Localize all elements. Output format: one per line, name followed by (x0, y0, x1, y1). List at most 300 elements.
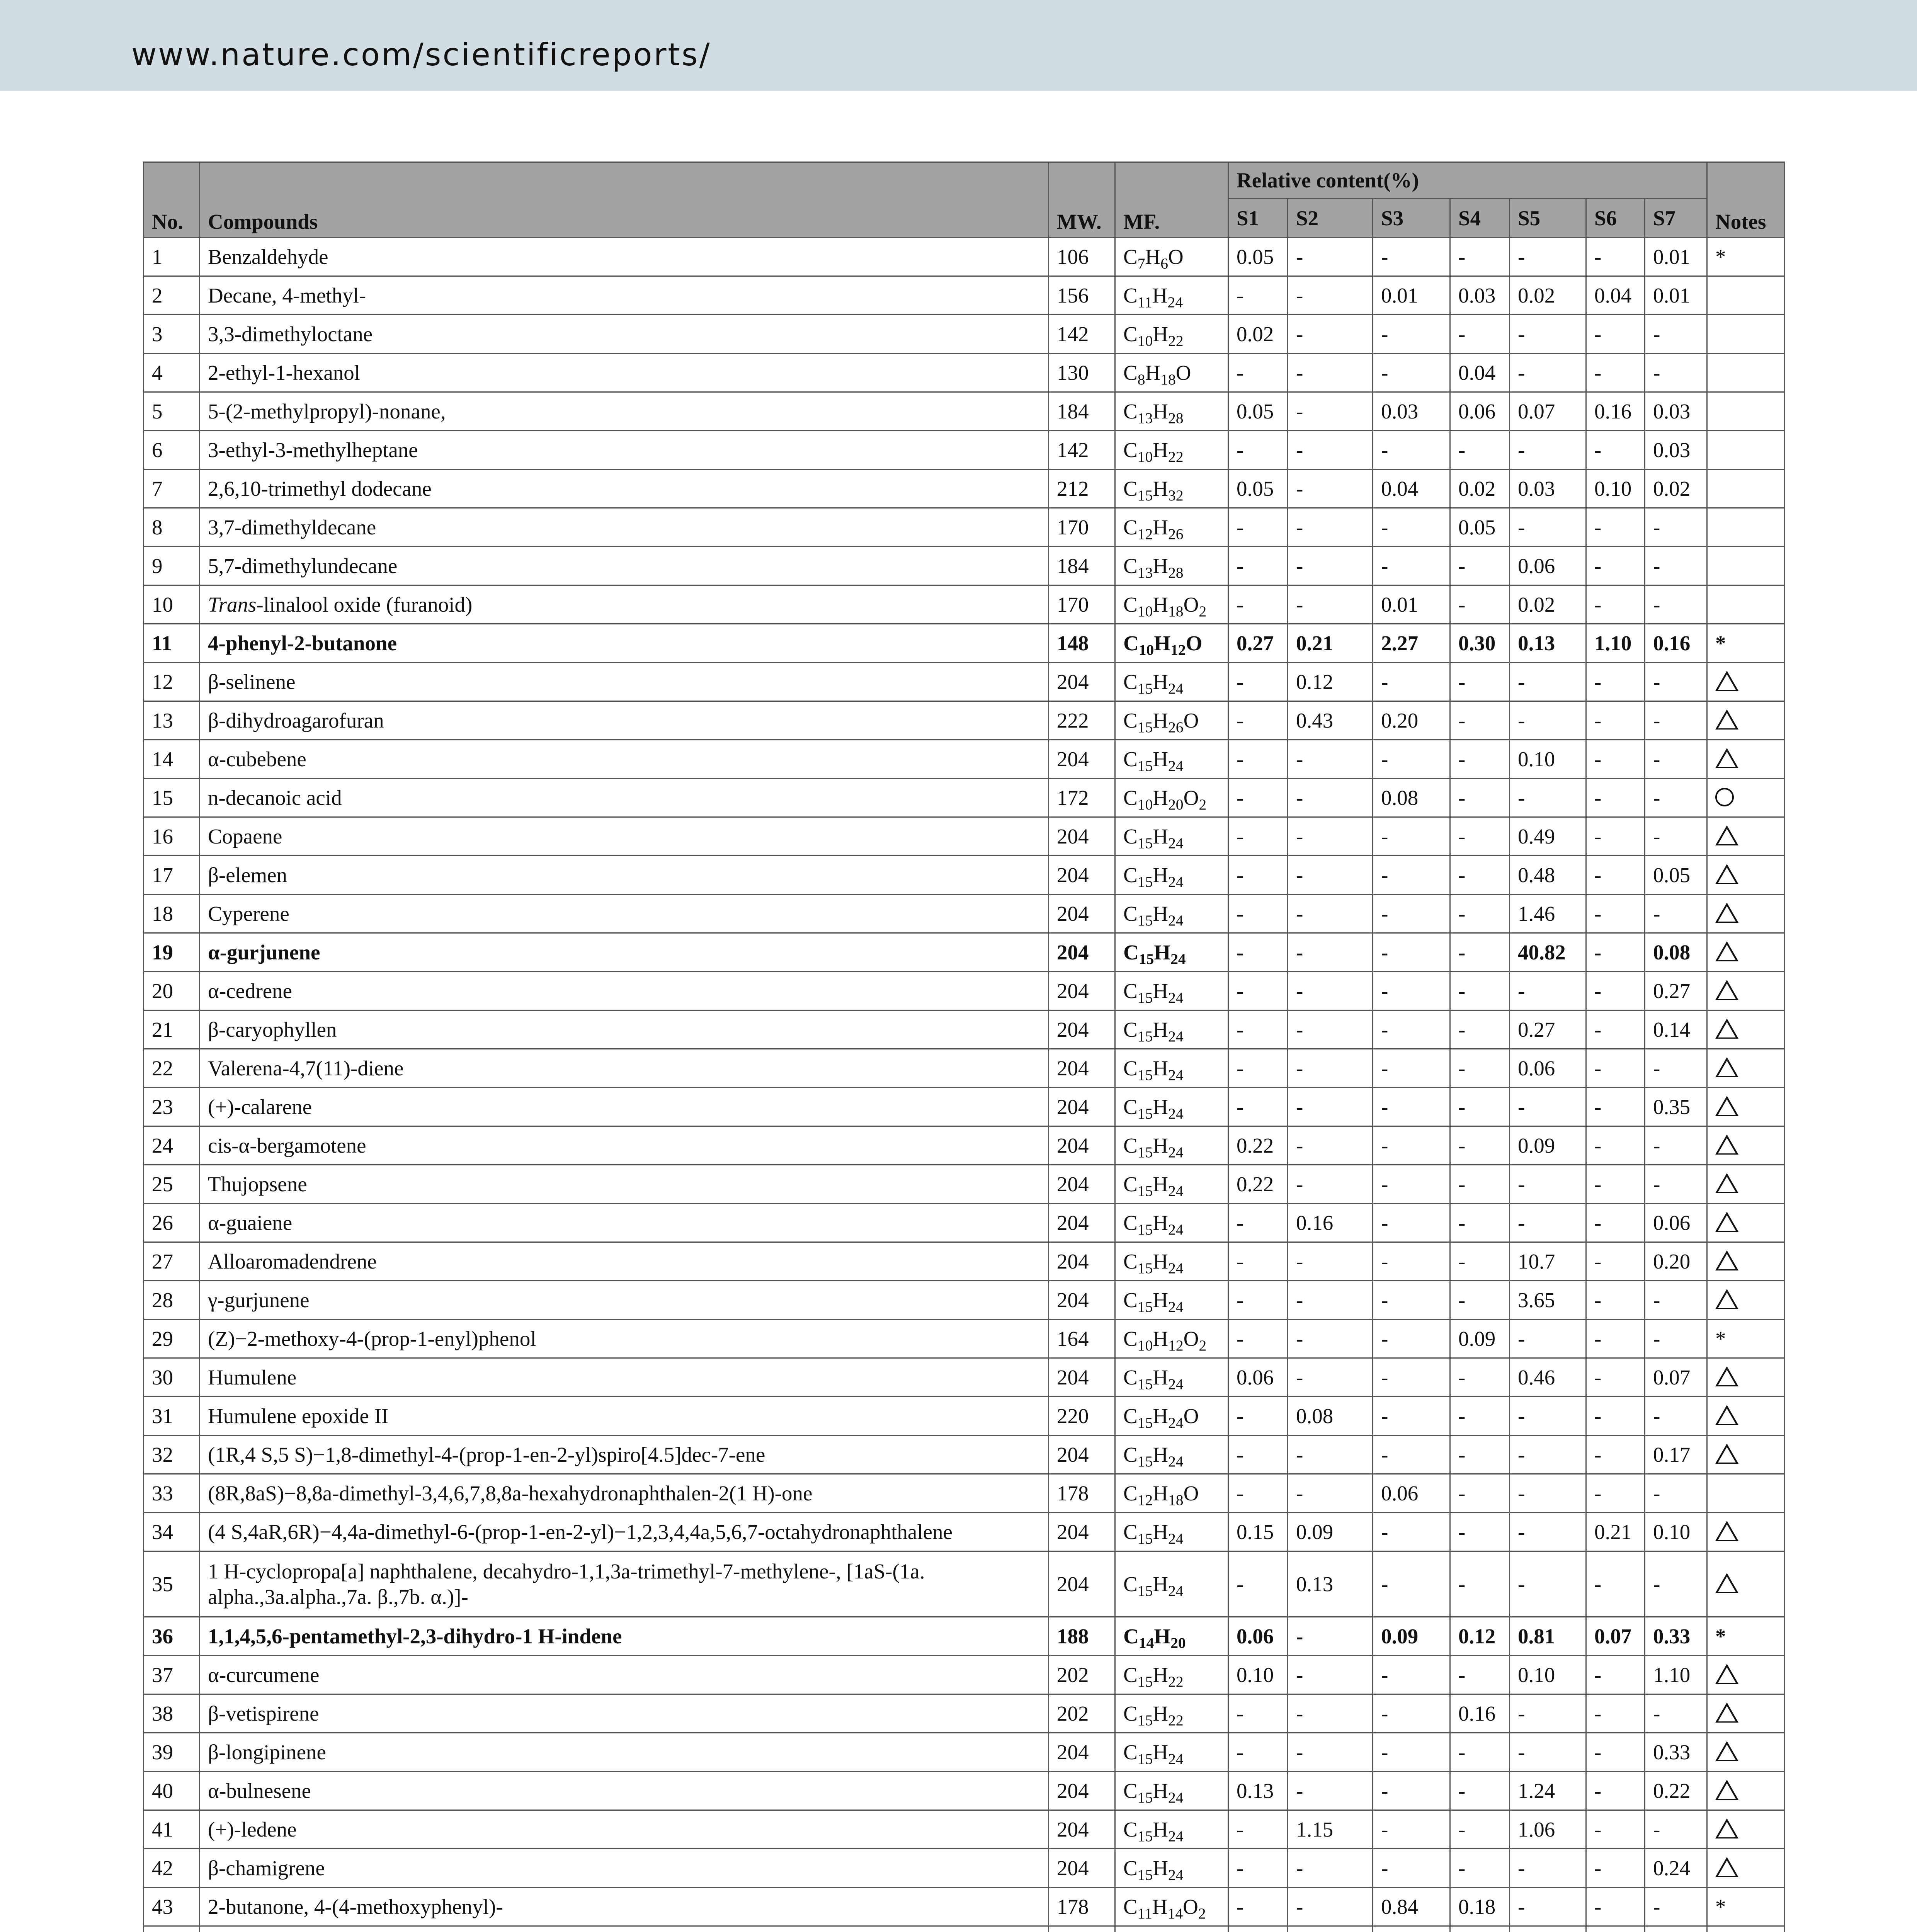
cell-no: 6 (144, 431, 200, 469)
cell-s3: 0.20 (1373, 701, 1450, 740)
cell-s1: 0.22 (1228, 1165, 1288, 1204)
triangle-icon (1715, 1664, 1738, 1684)
cell-s1: - (1228, 431, 1288, 469)
cell-s3: 0.04 (1373, 469, 1450, 508)
cell-compound: α-curcumene (200, 1656, 1049, 1694)
cell-mw: 184 (1049, 392, 1115, 431)
cell-s7: 0.08 (1645, 933, 1707, 972)
cell-compound: (+)-calarene (200, 1088, 1049, 1126)
cell-no: 30 (144, 1358, 200, 1397)
triangle-icon (1715, 941, 1738, 961)
cell-s2 (1288, 1926, 1373, 1932)
cell-mf: $C_{11}H_{24}$ (1115, 276, 1228, 315)
triangle-icon (1715, 671, 1738, 691)
cell-s1: - (1228, 1733, 1288, 1772)
cell-mw: 204 (1049, 1849, 1115, 1888)
cell-s3: - (1373, 1810, 1450, 1849)
cell-s4: - (1450, 1049, 1510, 1088)
cell-s2: - (1288, 1010, 1373, 1049)
cell-mf (1115, 1926, 1228, 1932)
cell-compound: β-caryophyllen (200, 1010, 1049, 1049)
cell-s2: - (1288, 1656, 1373, 1694)
cell-s1: 0.10 (1228, 1656, 1288, 1694)
cell-s5: - (1510, 1204, 1586, 1242)
cell-s6: - (1586, 663, 1645, 701)
cell-s3: - (1373, 1772, 1450, 1810)
cell-compound: 5-(2-methylpropyl)-nonane, (200, 392, 1049, 431)
cell-s4: - (1450, 1165, 1510, 1204)
cell-s2: - (1288, 1049, 1373, 1088)
triangle-icon (1715, 1444, 1738, 1464)
cell-s3: - (1373, 354, 1450, 392)
cell-mw: 204 (1049, 972, 1115, 1010)
cell-s6: - (1586, 508, 1645, 547)
cell-mf: $C_{13}H_{28}$ (1115, 392, 1228, 431)
cell-s4: - (1450, 1358, 1510, 1397)
cell-mw: 212 (1049, 469, 1115, 508)
table-row (144, 431, 1784, 469)
cell-mf: $C_{15}H_{24}$ (1115, 1849, 1228, 1888)
table-row (144, 354, 1784, 392)
cell-s1: 0.05 (1228, 469, 1288, 508)
cell-s5: 0.06 (1510, 547, 1586, 585)
cell-s5: 10.7 (1510, 1242, 1586, 1281)
cell-compound: γ-gurjunene (200, 1281, 1049, 1320)
cell-s3: - (1373, 933, 1450, 972)
header-s6: S6 (1586, 199, 1645, 238)
cell-s2: - (1288, 431, 1373, 469)
cell-no: 17 (144, 856, 200, 895)
cell-note (1707, 1656, 1784, 1694)
header-notes: Notes (1707, 162, 1784, 238)
cell-s3: 0.08 (1373, 779, 1450, 817)
cell-s3: - (1373, 1656, 1450, 1694)
cell-no: 10 (144, 585, 200, 624)
table-row (144, 392, 1784, 431)
cell-s3 (1373, 1926, 1450, 1932)
cell-mw: 204 (1049, 1165, 1115, 1204)
cell-s6: - (1586, 895, 1645, 933)
cell-mf: $C_{10}H_{18}O_2$ (1115, 585, 1228, 624)
cell-note (1707, 469, 1784, 508)
cell-no: 22 (144, 1049, 200, 1088)
cell-s6: - (1586, 1888, 1645, 1926)
cell-s4: 0.18 (1450, 1888, 1510, 1926)
cell-s5 (1510, 1926, 1586, 1932)
cell-s3: - (1373, 1551, 1450, 1617)
table-body (144, 238, 1784, 1932)
cell-s1: - (1228, 856, 1288, 895)
cell-s7: 0.05 (1645, 856, 1707, 895)
cell-s6: - (1586, 1733, 1645, 1772)
header-s7: S7 (1645, 199, 1707, 238)
cell-s6: - (1586, 354, 1645, 392)
cell-s1: 0.06 (1228, 1617, 1288, 1656)
table-row (144, 1888, 1784, 1926)
table-row (144, 1551, 1784, 1617)
cell-s3: - (1373, 1126, 1450, 1165)
cell-mw: 222 (1049, 701, 1115, 740)
cell-s3: - (1373, 1435, 1450, 1474)
cell-s7: 0.10 (1645, 1513, 1707, 1551)
cell-note (1707, 392, 1784, 431)
triangle-icon (1715, 1818, 1738, 1838)
cell-s2: - (1288, 1320, 1373, 1358)
table-row (144, 701, 1784, 740)
cell-s7: - (1645, 663, 1707, 701)
cell-s1: - (1228, 1551, 1288, 1617)
cell-s3: 0.01 (1373, 276, 1450, 315)
cell-s6: - (1586, 1204, 1645, 1242)
compounds-table (143, 162, 1785, 1932)
cell-mf: $C_{10}H_{22}$ (1115, 315, 1228, 354)
cell-no: 36 (144, 1617, 200, 1656)
cell-s4: - (1450, 740, 1510, 779)
cell-s4: - (1450, 701, 1510, 740)
table-row (144, 1358, 1784, 1397)
cell-s7: 0.33 (1645, 1733, 1707, 1772)
cell-s3: 0.84 (1373, 1888, 1450, 1926)
cell-s6: - (1586, 1772, 1645, 1810)
cell-note (1707, 1242, 1784, 1281)
cell-note (1707, 1204, 1784, 1242)
cell-mf: $C_{15}H_{24}$ (1115, 1281, 1228, 1320)
table-row (144, 933, 1784, 972)
cell-s2: - (1288, 547, 1373, 585)
cell-s5: 40.82 (1510, 933, 1586, 972)
cell-s7: - (1645, 701, 1707, 740)
cell-mw: 204 (1049, 740, 1115, 779)
cell-s1: - (1228, 972, 1288, 1010)
cell-s6: - (1586, 238, 1645, 276)
cell-s1: - (1228, 1281, 1288, 1320)
cell-s2: - (1288, 469, 1373, 508)
cell-s7: 0.17 (1645, 1435, 1707, 1474)
table-row (144, 1165, 1784, 1204)
cell-s2: - (1288, 972, 1373, 1010)
cell-mw: 204 (1049, 1049, 1115, 1088)
cell-mf: $C_{10}H_{20}O_2$ (1115, 779, 1228, 817)
table-row (144, 972, 1784, 1010)
cell-no: 42 (144, 1849, 200, 1888)
cell-s3: - (1373, 1010, 1450, 1049)
cell-note (1707, 1397, 1784, 1435)
table-row (144, 1617, 1784, 1656)
cell-no: 32 (144, 1435, 200, 1474)
cell-s2: - (1288, 1474, 1373, 1513)
cell-note (1707, 1513, 1784, 1551)
cell-compound: 1,1,4,5,6-pentamethyl-2,3-dihydro-1 H-indene (200, 1617, 1049, 1656)
cell-s5: 0.48 (1510, 856, 1586, 895)
table-row (144, 469, 1784, 508)
cell-s6: - (1586, 1010, 1645, 1049)
cell-s2: - (1288, 1694, 1373, 1733)
triangle-icon (1715, 1057, 1738, 1077)
cell-s6: - (1586, 431, 1645, 469)
cell-s2: - (1288, 354, 1373, 392)
cell-note (1707, 856, 1784, 895)
cell-s3: - (1373, 431, 1450, 469)
cell-mw: 204 (1049, 1772, 1115, 1810)
cell-s1: - (1228, 585, 1288, 624)
cell-s2: - (1288, 933, 1373, 972)
cell-no: 8 (144, 508, 200, 547)
journal-url[interactable]: www.nature.com/scientificreports/ (131, 37, 711, 73)
triangle-icon (1715, 903, 1738, 923)
cell-s5: - (1510, 1435, 1586, 1474)
cell-s5: - (1510, 1513, 1586, 1551)
cell-s7: - (1645, 895, 1707, 933)
cell-s3: - (1373, 508, 1450, 547)
cell-s4 (1450, 1926, 1510, 1932)
cell-no: 24 (144, 1126, 200, 1165)
cell-s1: 0.27 (1228, 624, 1288, 663)
cell-compound: 2-ethyl-1-hexanol (200, 354, 1049, 392)
cell-s7: - (1645, 740, 1707, 779)
table-row (144, 1849, 1784, 1888)
cell-s6: - (1586, 856, 1645, 895)
cell-no: 19 (144, 933, 200, 972)
cell-compound: β-chamigrene (200, 1849, 1049, 1888)
cell-mw: 188 (1049, 1617, 1115, 1656)
cell-s5: 0.02 (1510, 276, 1586, 315)
cell-mw (1049, 1926, 1115, 1932)
cell-compound (200, 1926, 1049, 1932)
cell-no: 9 (144, 547, 200, 585)
cell-s7: - (1645, 315, 1707, 354)
cell-s1: - (1228, 508, 1288, 547)
cell-s7: - (1645, 1281, 1707, 1320)
cell-s6: - (1586, 1694, 1645, 1733)
cell-s1: - (1228, 1888, 1288, 1926)
cell-s2: - (1288, 1849, 1373, 1888)
cell-s3: - (1373, 1320, 1450, 1358)
table-row (144, 1513, 1784, 1551)
cell-s2: - (1288, 1617, 1373, 1656)
cell-mf: $C_{15}H_{24}$ (1115, 1733, 1228, 1772)
cell-s6: - (1586, 1397, 1645, 1435)
cell-s1: - (1228, 1204, 1288, 1242)
cell-s6: - (1586, 1165, 1645, 1204)
cell-s2: - (1288, 895, 1373, 933)
cell-s2: - (1288, 508, 1373, 547)
triangle-icon (1715, 709, 1738, 730)
cell-compound: (1R,4 S,5 S)−1,8-dimethyl-4-(prop-1-en-2-yl)spiro[4.5]dec-7-ene (200, 1435, 1049, 1474)
cell-s4: 0.12 (1450, 1617, 1510, 1656)
cell-mf: $C_{15}H_{24}$ (1115, 1435, 1228, 1474)
cell-compound: Decane, 4-methyl- (200, 276, 1049, 315)
cell-mf: $C_{13}H_{28}$ (1115, 547, 1228, 585)
cell-s6: - (1586, 1656, 1645, 1694)
cell-mw: 170 (1049, 585, 1115, 624)
cell-s5: - (1510, 1888, 1586, 1926)
cell-mf: $C_{15}H_{24}$ (1115, 895, 1228, 933)
table-row (144, 856, 1784, 895)
cell-no: 29 (144, 1320, 200, 1358)
cell-s5: - (1510, 1397, 1586, 1435)
table-row (144, 1010, 1784, 1049)
table-row (144, 1049, 1784, 1088)
cell-note (1707, 354, 1784, 392)
cell-no: 27 (144, 1242, 200, 1281)
cell-no: 26 (144, 1204, 200, 1242)
cell-compound: Benzaldehyde (200, 238, 1049, 276)
cell-s3: - (1373, 663, 1450, 701)
cell-note (1707, 701, 1784, 740)
cell-note (1707, 663, 1784, 701)
cell-note (1707, 315, 1784, 354)
cell-mw: 204 (1049, 895, 1115, 933)
table-row (144, 315, 1784, 354)
cell-s2: 0.09 (1288, 1513, 1373, 1551)
cell-mf: $C_{12}H_{18}O$ (1115, 1474, 1228, 1513)
header-relative-content: Relative content(%) (1228, 162, 1707, 199)
cell-note (1707, 779, 1784, 817)
cell-s3: - (1373, 972, 1450, 1010)
cell-s1: - (1228, 817, 1288, 856)
triangle-icon (1715, 980, 1738, 1000)
cell-s1: - (1228, 1088, 1288, 1126)
cell-no: 28 (144, 1281, 200, 1320)
cell-no: 35 (144, 1551, 200, 1617)
cell-mf: $C_{15}H_{24}$ (1115, 1010, 1228, 1049)
cell-mw: 170 (1049, 508, 1115, 547)
table-row (144, 585, 1784, 624)
cell-s7: - (1645, 1888, 1707, 1926)
cell-note (1707, 1474, 1784, 1513)
cell-mw: 202 (1049, 1694, 1115, 1733)
cell-mf: $C_{15}H_{24}$ (1115, 1126, 1228, 1165)
cell-mw: 106 (1049, 238, 1115, 276)
cell-s6: - (1586, 1435, 1645, 1474)
cell-compound: Humulene epoxide II (200, 1397, 1049, 1435)
cell-s6: 1.10 (1586, 624, 1645, 663)
cell-s2: - (1288, 238, 1373, 276)
cell-s5: - (1510, 663, 1586, 701)
cell-s5: 0.13 (1510, 624, 1586, 663)
cell-s4: - (1450, 1242, 1510, 1281)
cell-no: 2 (144, 276, 200, 315)
cell-s4: - (1450, 1656, 1510, 1694)
cell-note: * (1707, 624, 1784, 663)
cell-s5: 0.09 (1510, 1126, 1586, 1165)
cell-s7: - (1645, 354, 1707, 392)
cell-s1: - (1228, 779, 1288, 817)
cell-mf: $C_{15}H_{24}$ (1115, 1049, 1228, 1088)
cell-compound: α-guaiene (200, 1204, 1049, 1242)
table-row (144, 1810, 1784, 1849)
cell-compound: Valerena-4,7(11)-diene (200, 1049, 1049, 1088)
cell-s5: - (1510, 431, 1586, 469)
cell-s6: - (1586, 1126, 1645, 1165)
cell-mf: $C_7H_6O$ (1115, 238, 1228, 276)
cell-s7: 0.22 (1645, 1772, 1707, 1810)
triangle-icon (1715, 1780, 1738, 1800)
cell-s4: - (1450, 1733, 1510, 1772)
header-s3: S3 (1373, 199, 1450, 238)
cell-s1: - (1228, 1010, 1288, 1049)
cell-s1: - (1228, 1435, 1288, 1474)
cell-s6: - (1586, 1049, 1645, 1088)
cell-s1: - (1228, 1320, 1288, 1358)
cell-s1: 0.02 (1228, 315, 1288, 354)
cell-s2: 0.21 (1288, 624, 1373, 663)
cell-s6: - (1586, 779, 1645, 817)
cell-s3: - (1373, 238, 1450, 276)
table-row (144, 663, 1784, 701)
cell-s4: - (1450, 238, 1510, 276)
cell-note (1707, 1126, 1784, 1165)
cell-s1 (1228, 1926, 1288, 1932)
cell-s3: - (1373, 1088, 1450, 1126)
cell-s4: - (1450, 779, 1510, 817)
cell-compound: 3-ethyl-3-methylheptane (200, 431, 1049, 469)
cell-compound: Cyperene (200, 895, 1049, 933)
cell-compound: 3,3-dimethyloctane (200, 315, 1049, 354)
cell-s6: 0.04 (1586, 276, 1645, 315)
cell-no: 33 (144, 1474, 200, 1513)
table-row (144, 508, 1784, 547)
cell-s4: 0.05 (1450, 508, 1510, 547)
cell-note (1707, 1435, 1784, 1474)
cell-s4: - (1450, 1474, 1510, 1513)
cell-note: * (1707, 1617, 1784, 1656)
cell-s4: 0.02 (1450, 469, 1510, 508)
cell-mw: 204 (1049, 1358, 1115, 1397)
cell-s3: - (1373, 1165, 1450, 1204)
cell-compound: 2-butanone, 4-(4-methoxyphenyl)- (200, 1888, 1049, 1926)
cell-s5: - (1510, 1694, 1586, 1733)
cell-s7: 0.33 (1645, 1617, 1707, 1656)
cell-s5: - (1510, 1165, 1586, 1204)
cell-s7 (1645, 1926, 1707, 1932)
cell-no: 5 (144, 392, 200, 431)
cell-mf: $C_{15}H_{24}$ (1115, 1165, 1228, 1204)
cell-s4: - (1450, 585, 1510, 624)
cell-no: 11 (144, 624, 200, 663)
cell-s2: 0.12 (1288, 663, 1373, 701)
cell-mw: 204 (1049, 933, 1115, 972)
cell-no: 21 (144, 1010, 200, 1049)
cell-mw: 202 (1049, 1656, 1115, 1694)
table-row (144, 276, 1784, 315)
cell-s4: - (1450, 1772, 1510, 1810)
cell-mw: 184 (1049, 547, 1115, 585)
cell-s5: - (1510, 315, 1586, 354)
cell-note (1707, 276, 1784, 315)
cell-no: 37 (144, 1656, 200, 1694)
triangle-icon (1715, 1702, 1738, 1723)
cell-s4: - (1450, 1204, 1510, 1242)
cell-s4: - (1450, 547, 1510, 585)
cell-mw: 204 (1049, 1126, 1115, 1165)
cell-no: 7 (144, 469, 200, 508)
cell-s1: 0.13 (1228, 1772, 1288, 1810)
cell-s1: - (1228, 701, 1288, 740)
cell-s3: - (1373, 1694, 1450, 1733)
cell-s6: - (1586, 1281, 1645, 1320)
cell-s4: 0.30 (1450, 624, 1510, 663)
table-row (144, 1656, 1784, 1694)
cell-compound: Thujopsene (200, 1165, 1049, 1204)
cell-s1: - (1228, 663, 1288, 701)
cell-s3: - (1373, 1049, 1450, 1088)
cell-s3: - (1373, 1733, 1450, 1772)
cell-mw: 204 (1049, 1551, 1115, 1617)
triangle-icon (1715, 1741, 1738, 1761)
cell-mf: $C_{12}H_{26}$ (1115, 508, 1228, 547)
cell-note (1707, 1010, 1784, 1049)
